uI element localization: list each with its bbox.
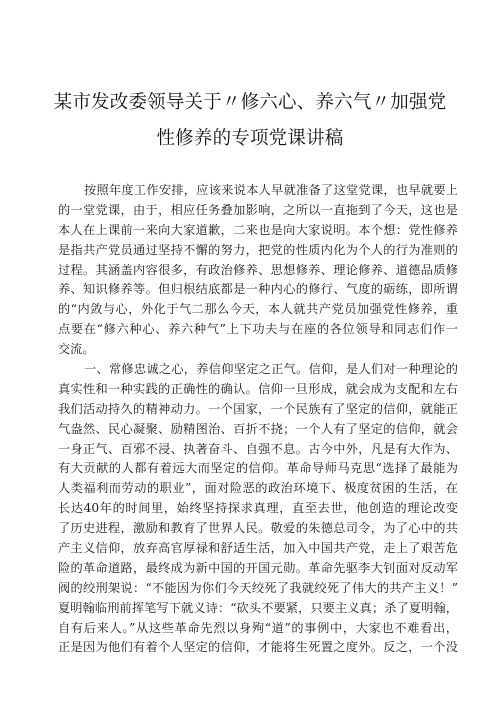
body-text-line: 一、常修忠诚之心，养信仰坚定之正气。信仰，是人们对一种理论的 (84, 362, 458, 377)
body-text-line: 自有后来人。”从这些革命先烈以身殉“道”的事例中，大家也不难看出， (58, 620, 458, 635)
body-text-line: 产主义信仰，放弃高官厚禄和舒适生活，加入中国共产党，走上了艰苦危 (58, 541, 458, 556)
body-text-line: 阀的绞刑架说：“不能因为你们今天绞死了我就绞死了伟大的共产主义！” (58, 580, 458, 595)
body-text-line: 的“内敛与心，外化于气二那么今天，本人就共产党员加强党性修养，重 (58, 302, 458, 317)
document-body (58, 181, 458, 658)
body-text-line: 气盎然、民心凝聚、励精图治、百折不挠；一个人有了坚定的信仰，就会 (58, 421, 458, 436)
document-title-line-2: 性修养的专项党课讲稿 (156, 128, 344, 149)
body-text-line: 险的革命道路，最终成为新中国的开国元勋。革命先驱李大钊面对反动军 (58, 560, 458, 575)
body-text-line: 了历史进程，激励和教育了世界人民。敬爱的朱德总司令，为了心中的共 (58, 521, 458, 536)
body-text-line: 是指共产党员通过坚持不懈的努力，把党的性质内化为个人的行为准则的 (58, 242, 458, 257)
body-text-line: 我们活动持久的精神动力。一个国家，一个民族有了坚定的信仰，就能正 (58, 401, 458, 416)
body-text-line: 有大贡献的人都有着远大而坚定的信仰。革命导师马克思“选择了最能为 (58, 461, 458, 476)
body-text-line: 一身正气、百邪不浸、执著奋斗、自强不息。古今中外，凡是有大作为、 (58, 441, 458, 456)
body-text-line: 养、知识修养等。但归根结底都是一种内心的修行、气度的砺练，即所谓 (58, 282, 458, 297)
body-text-line: 点要在“修六种心、养六种气”上下功夫与在座的各位领导和同志们作一 (58, 322, 458, 337)
body-text-line: 真实性和一种实践的正确性的确认。信仰一旦形成，就会成为支配和左右 (58, 381, 458, 396)
body-text-line: 人类福利而劳动的职业”，面对险恶的政治环境下、极度贫困的生活，在 (58, 481, 458, 496)
body-text-line: 按照年度工作安排，应该来说本人早就准备了这堂党课，也早就要上 (84, 183, 458, 197)
body-text-line: 正是因为他们有着个人坚定的信仰，才能将生死置之度外。反之，一个没 (58, 640, 458, 655)
document-title-line-1: 某市发改委领导关于〃修六心、养六气〃加强党 (53, 92, 447, 113)
body-text-line: 过程。其涵盖内容很多，有政治修养、思想修养、理论修养、道德品质修 (58, 262, 458, 277)
body-text-line: 本人在上课前一来向大家道歉，二来也是向大家说明。本个想：党性修养 (58, 222, 458, 237)
body-text-line: 夏明翰临刑前挥笔写下就义诗：“砍头不要紧，只要主义真；杀了夏明翰， (58, 600, 458, 615)
body-text-line: 长达40年的时间里，始终坚持探求真理，直至去世，他创造的理论改变 (58, 501, 458, 516)
body-text-line: 交流。 (58, 342, 95, 357)
body-text-line: 的一堂党课，由于，相应任务叠加影响，之所以一直拖到了今天，这也是 (58, 202, 458, 217)
